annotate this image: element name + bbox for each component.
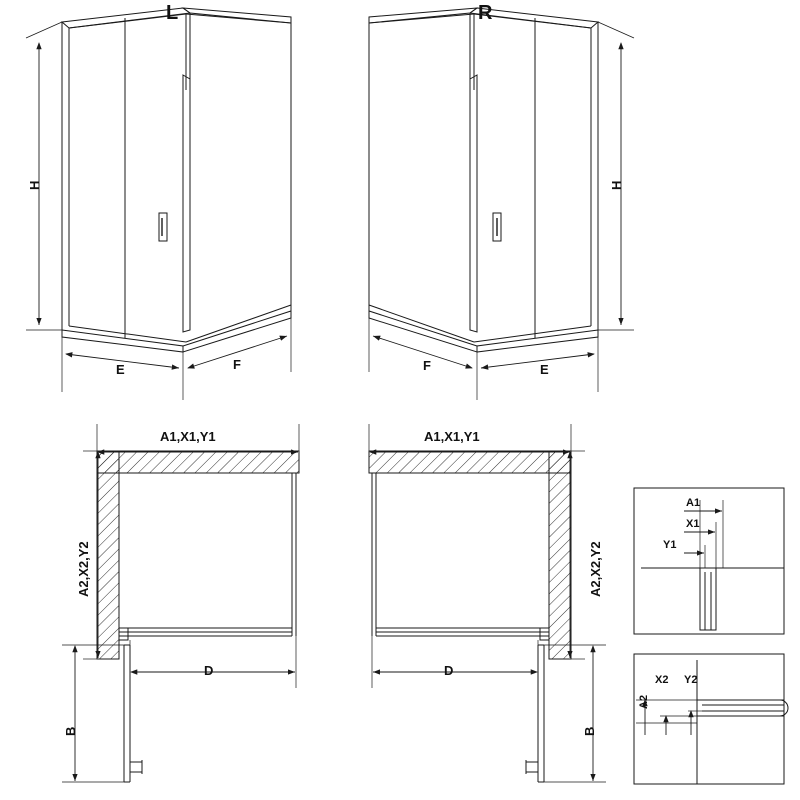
label-d-left: D [204, 663, 214, 678]
iso-view-left [26, 8, 291, 400]
plan-view-right [369, 424, 606, 782]
label-h-right: H [609, 180, 624, 190]
label-variant-l: L [166, 2, 179, 24]
label-b-right: B [582, 726, 597, 736]
label-detail-x2: X2 [655, 674, 669, 686]
label-f-right: F [423, 358, 431, 373]
label-f-left: F [233, 357, 241, 372]
label-variant-r: R [478, 2, 493, 24]
detail-view-top [634, 488, 784, 634]
label-h-left: H [27, 180, 42, 190]
iso-view-right [369, 8, 634, 400]
label-a2x2y2-left: A2,X2,Y2 [76, 541, 91, 597]
label-detail-x1: X1 [686, 518, 700, 530]
label-d-right: D [444, 663, 454, 678]
label-e-right: E [540, 362, 549, 377]
label-b-left: B [63, 726, 78, 736]
label-a1x1y1-right: A1,X1,Y1 [424, 429, 480, 444]
label-e-left: E [116, 362, 125, 377]
label-detail-a2: A2 [638, 694, 650, 709]
label-detail-a1: A1 [686, 497, 701, 509]
plan-view-left [62, 424, 299, 782]
label-a2x2y2-right: A2,X2,Y2 [588, 541, 603, 597]
label-detail-y2: Y2 [684, 674, 698, 686]
label-a1x1y1-left: A1,X1,Y1 [160, 429, 216, 444]
label-detail-y1: Y1 [663, 539, 677, 551]
